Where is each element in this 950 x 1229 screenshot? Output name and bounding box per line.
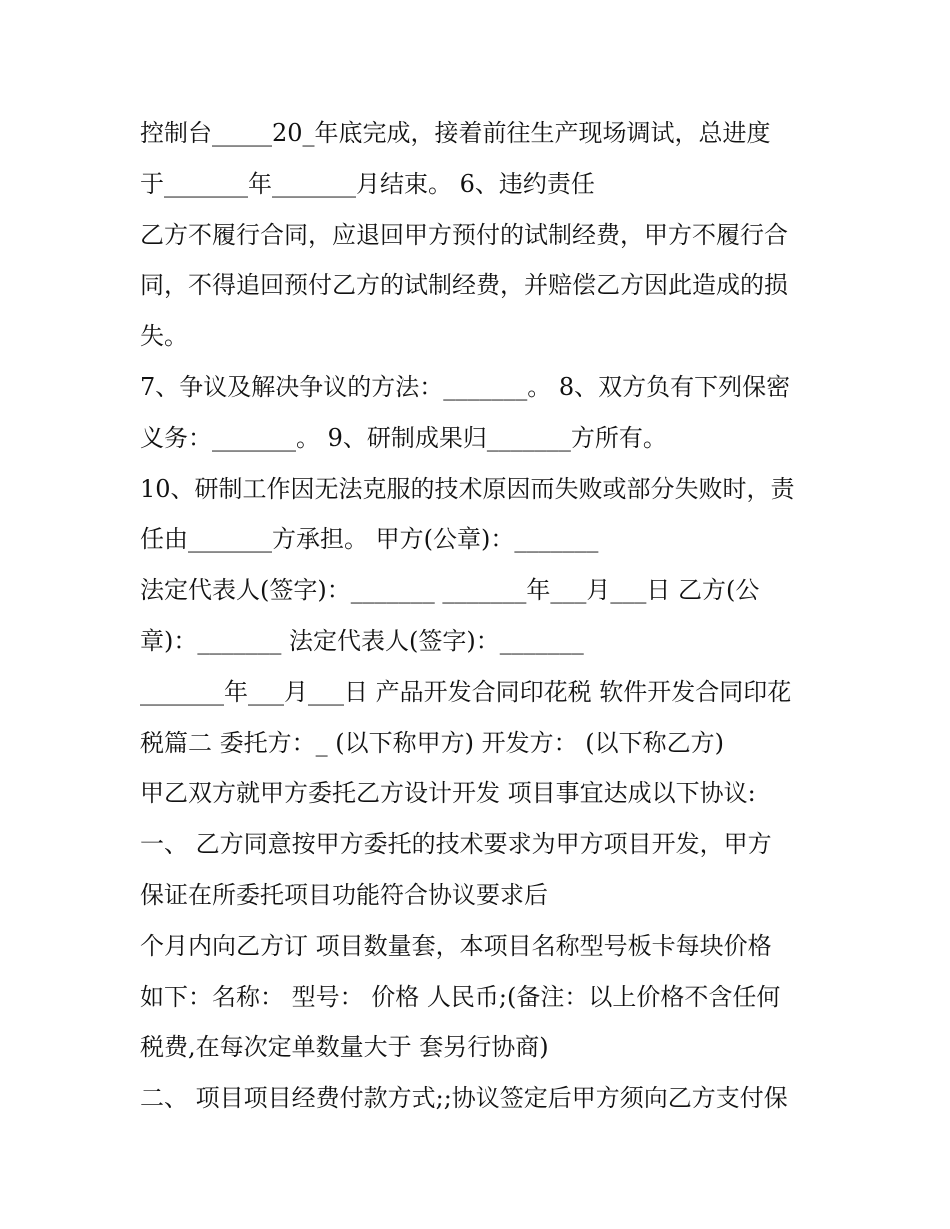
text-line: 乙方不履行合同，应退回甲方预付的试制经费，甲方不履行合 bbox=[140, 220, 788, 249]
text-line: 章)：_______ 法定代表人(签字)：_______ bbox=[140, 626, 584, 655]
text-line: 失。 bbox=[140, 322, 188, 351]
text-line: 同，不得追回预付乙方的试制经费，并赔偿乙方因此造成的损 bbox=[140, 271, 788, 300]
text-line: 任由_______方承担。 甲方(公章)：_______ bbox=[140, 525, 599, 554]
text-line: 7、争议及解决争议的方法：_______。 8、双方负有下列保密 bbox=[140, 372, 791, 401]
text-line: 税费,在每次定单数量大于 套另行协商) bbox=[140, 1033, 549, 1062]
text-line: 税篇二 委托方：_ (以下称甲方) 开发方： (以下称乙方) bbox=[140, 728, 724, 757]
text-line: 一、 乙方同意按甲方委托的技术要求为甲方项目开发，甲方 bbox=[140, 830, 772, 859]
text-line: 义务：_______。 9、研制成果归_______方所有。 bbox=[140, 423, 667, 452]
text-line: 个月内向乙方订 项目数量套，本项目名称型号板卡每块价格 bbox=[140, 931, 772, 960]
text-line: _______年___月___日 产品开发合同印花税 软件开发合同印花 bbox=[140, 677, 792, 706]
document-body bbox=[140, 108, 820, 1124]
text-line: 二、 项目项目经费付款方式;;协议签定后甲方须向乙方支付保 bbox=[140, 1084, 788, 1113]
text-line: 控制台_____20_年底完成，接着前往生产现场调试，总进度 bbox=[140, 119, 771, 147]
text-line: 于_______年_______月结束。 6、违约责任 bbox=[140, 169, 595, 198]
text-line: 法定代表人(签字)：_______ _______年___月___日 乙方(公 bbox=[140, 576, 760, 605]
text-line: 10、研制工作因无法克服的技术原因而失败或部分失败时，责 bbox=[140, 474, 795, 503]
text-line: 甲乙双方就甲方委托乙方设计开发 项目事宜达成以下协议: bbox=[140, 779, 756, 808]
text-line: 保证在所委托项目功能符合协议要求后 bbox=[140, 880, 548, 909]
text-line: 如下：名称： 型号： 价格 人民币;(备注：以上价格不含任何 bbox=[140, 982, 781, 1011]
